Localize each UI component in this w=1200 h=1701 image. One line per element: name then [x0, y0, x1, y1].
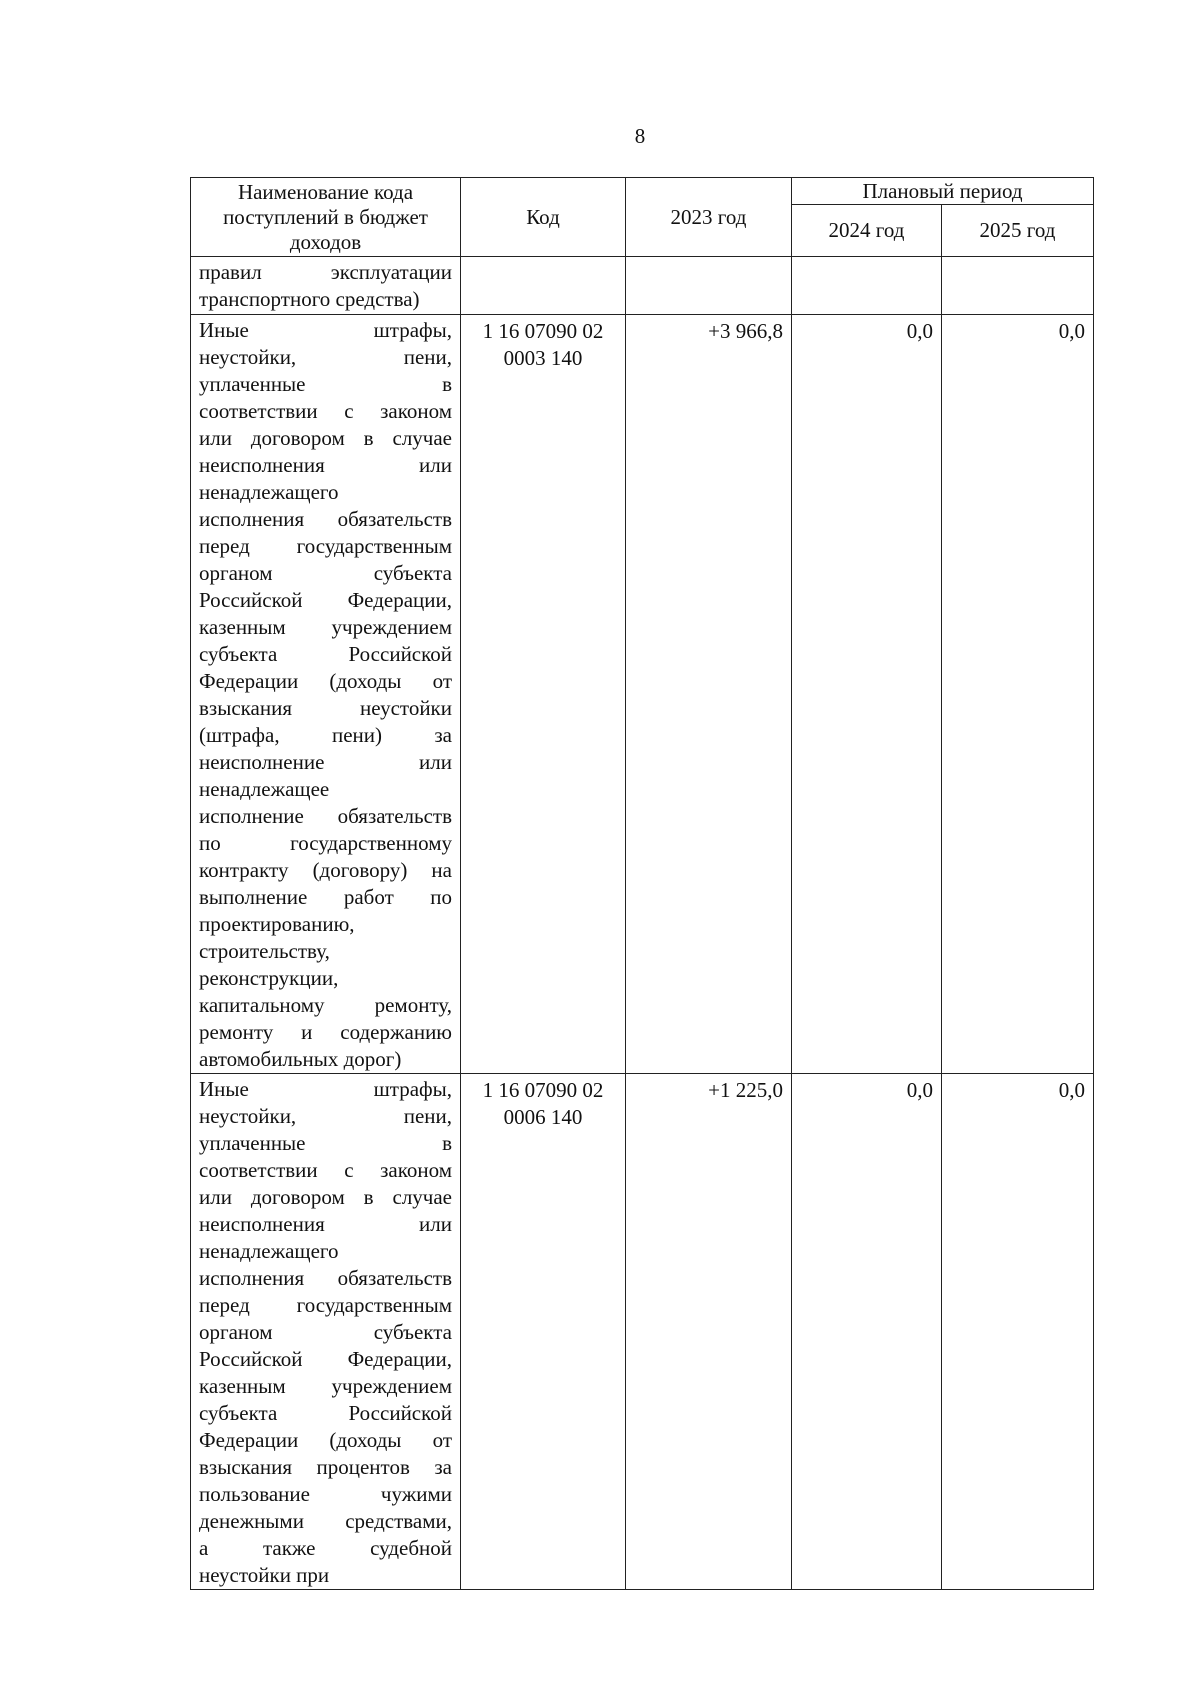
header-name [191, 178, 461, 257]
header-planned-period: Плановый период [792, 178, 1094, 205]
budget-revenue-table [190, 177, 1094, 1590]
row-name-line: транспортного средства) [199, 287, 420, 311]
row-name-line: строительству, [199, 939, 330, 963]
row-value-2024: 0,0 [792, 1074, 942, 1590]
row-name-line: органом субъекта [199, 561, 452, 585]
row-name-line: уплаченные в [199, 1131, 452, 1155]
header-2023: 2023 год [626, 178, 792, 257]
row-value-2025 [942, 257, 1094, 315]
row-name-line: Федерации (доходы от [199, 669, 452, 693]
row-name-line: Федерации (доходы от [199, 1428, 452, 1452]
row-name-line: органом субъекта [199, 1320, 452, 1344]
row-name-line: пользование чужими [199, 1482, 452, 1506]
header-name-line: поступлений в бюджет [223, 204, 428, 229]
row-name-line: Иные штрафы, [199, 1077, 452, 1101]
row-name-line: исполнение обязательств [199, 804, 452, 828]
row-name-line: ненадлежащего [199, 1239, 339, 1263]
row-name-line: или договором в случае [199, 1185, 452, 1209]
row-value-2024: 0,0 [792, 315, 942, 1074]
row-code-line: 1 16 07090 02 [482, 1078, 604, 1102]
row-name-line: реконструкции, [199, 966, 339, 990]
row-name-line: автомобильных дорог) [199, 1047, 402, 1071]
row-name-line: ремонту и содержанию [199, 1020, 452, 1044]
row-name-line: а также судебной [199, 1536, 452, 1560]
row-code-line: 0003 140 [503, 346, 583, 370]
row-name-line: неустойки, пени, [199, 345, 452, 369]
row-name-line: неисполнение или [199, 750, 452, 774]
row-name-line: казенным учреждением [199, 1374, 452, 1398]
row-name-line: субъекта Российской [199, 1401, 452, 1425]
row-name-line: или договором в случае [199, 426, 452, 450]
row-name-line: капитальному ремонту, [199, 993, 452, 1017]
row-name-line: неустойки, пени, [199, 1104, 452, 1128]
row-name-line: проектированию, [199, 912, 355, 936]
header-name-line: доходов [289, 229, 362, 254]
row-name [191, 257, 461, 315]
page-number: 8 [634, 124, 646, 148]
row-value-2025: 0,0 [942, 1074, 1094, 1590]
row-name-line: исполнения обязательств [199, 507, 452, 531]
row-name-line: денежными средствами, [199, 1509, 452, 1533]
row-value-2023: +1 225,0 [626, 1074, 792, 1590]
row-code-line: 1 16 07090 02 [482, 319, 604, 343]
row-name-line: выполнение работ по [199, 885, 452, 909]
row-value-2023 [626, 257, 792, 315]
row-name-line: по государственному [199, 831, 452, 855]
table-row [191, 257, 1094, 315]
row-name-line: неустойки при [199, 1563, 330, 1587]
row-code-line: 0006 140 [503, 1105, 583, 1129]
header-name-line: Наименование кода [237, 179, 414, 204]
row-name [191, 315, 461, 1074]
row-name-line: соответствии с законом [199, 1158, 452, 1182]
row-name-line: взыскания неустойки [199, 696, 452, 720]
header-2025: 2025 год [942, 205, 1094, 257]
row-name-line: Российской Федерации, [199, 588, 452, 612]
row-name-line: перед государственным [199, 534, 452, 558]
row-name-line: контракту (договору) на [199, 858, 452, 882]
row-code [461, 315, 626, 1074]
row-name-line: (штрафа, пени) за [199, 723, 452, 747]
row-name-line: ненадлежащее [199, 777, 330, 801]
row-name-line: Иные штрафы, [199, 318, 452, 342]
row-code [461, 257, 626, 315]
row-value-2023: +3 966,8 [626, 315, 792, 1074]
row-value-2025: 0,0 [942, 315, 1094, 1074]
row-name-line: соответствии с законом [199, 399, 452, 423]
row-name-line: Российской Федерации, [199, 1347, 452, 1371]
row-name-line: ненадлежащего [199, 480, 339, 504]
row-code-line [461, 260, 625, 287]
row-code [461, 1074, 626, 1590]
header-2024: 2024 год [792, 205, 942, 257]
row-name-line: взыскания процентов за [199, 1455, 452, 1479]
row-name-line: уплаченные в [199, 372, 452, 396]
row-code-line [461, 287, 625, 314]
row-value-2024 [792, 257, 942, 315]
row-name-line: казенным учреждением [199, 615, 452, 639]
row-name-line: исполнения обязательств [199, 1266, 452, 1290]
row-name-line: правил эксплуатации [199, 260, 452, 284]
row-name-line: субъекта Российской [199, 642, 452, 666]
table-row [191, 315, 1094, 1074]
header-code: Код [461, 178, 626, 257]
row-name-line: неисполнения или [199, 453, 452, 477]
row-name-line: перед государственным [199, 1293, 452, 1317]
row-name-line: неисполнения или [199, 1212, 452, 1236]
table-row [191, 1074, 1094, 1590]
row-name [191, 1074, 461, 1590]
